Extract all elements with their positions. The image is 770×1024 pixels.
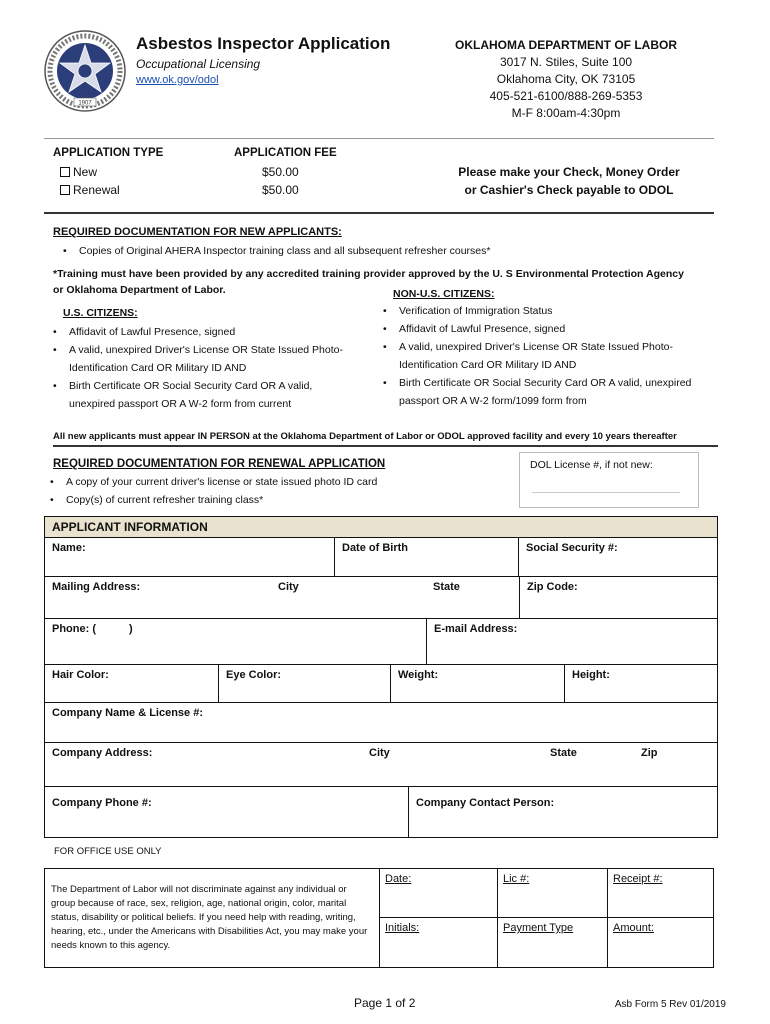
renewal-option[interactable] <box>60 183 120 197</box>
hair-color-field[interactable]: Hair Color: <box>45 665 219 702</box>
list-item: • A valid, unexpired Driver's License OR State Issued Photo-Identification Card OR Military ID AND <box>373 338 693 374</box>
subtitle: Occupational Licensing <box>136 57 261 71</box>
list-item: • Affidavit of Lawful Presence, signed <box>373 320 693 338</box>
page-title: Asbestos Inspector Application <box>136 34 391 53</box>
office-date-field[interactable]: Date: <box>380 869 498 918</box>
email-field[interactable]: E-mail Address: <box>434 623 518 635</box>
table-row <box>45 742 717 786</box>
dol-license-line <box>532 492 680 493</box>
dob-field[interactable]: Date of Birth <box>335 538 519 576</box>
table-row <box>45 664 717 702</box>
renewal-checkbox[interactable] <box>60 185 70 195</box>
list-item: • Birth Certificate OR Social Security Card OR A valid, unexpired passport OR A W-2 form from current <box>43 377 343 413</box>
training-note: *Training must have been provided by any accredited training provider approved by the U. S Environmental Protection Agency or Oklahoma Department of Labor. <box>53 268 684 296</box>
list-item: • A valid, unexpired Driver's License OR State Issued Photo-Identification Card OR Military ID AND <box>43 341 343 377</box>
eye-color-field[interactable]: Eye Color: <box>219 665 391 702</box>
office-use-grid <box>380 869 713 967</box>
city-label: City <box>278 581 299 593</box>
new-option-label: New <box>73 165 98 179</box>
office-initials-field[interactable]: Initials: <box>380 918 498 967</box>
disclaimer-text: The Department of Labor will not discriminate against any individual or group because of race, sex, religion, age, national origin, color, marital status, disability or political beliefs. If you need help with reading, writing, hearing, etc., under the Americans with Disabilities Act, you may make your needs known to this agency. <box>45 869 380 967</box>
table-row <box>45 786 717 837</box>
state-label: State <box>433 581 460 593</box>
list-item: • Birth Certificate OR Social Security Card OR A valid, unexpired passport OR A W-2 form/1099 form from <box>373 374 693 410</box>
seal-year: 1907 <box>78 100 92 107</box>
fee-new: $50.00 <box>262 165 299 179</box>
table-row <box>45 576 717 618</box>
non-us-citizens-heading: NON-U.S. CITIZENS: <box>393 288 495 300</box>
us-citizens-heading: U.S. CITIZENS: <box>63 307 138 319</box>
form-revision: Asb Form 5 Rev 01/2019 <box>614 999 726 1010</box>
page-number: Page 1 of 2 <box>354 996 416 1010</box>
phone-paren-close: ) <box>129 623 133 635</box>
org-name: OKLAHOMA DEPARTMENT OF LABOR <box>455 38 677 52</box>
renewal-option-label: Renewal <box>73 183 120 197</box>
org-hours: M-F 8:00am-4:30pm <box>511 106 621 120</box>
office-amount-field[interactable]: Amount: <box>613 922 654 934</box>
new-checkbox[interactable] <box>60 167 70 177</box>
company-contact-field[interactable]: Company Contact Person: <box>416 797 555 809</box>
new-option[interactable] <box>60 165 97 179</box>
list-item: • Copies of Original AHERA Inspector training class and all subsequent refresher courses* <box>53 242 713 260</box>
renewal-docs-heading: REQUIRED DOCUMENTATION FOR RENEWAL APPLICATION <box>53 458 386 470</box>
company-phone-field[interactable]: Company Phone #: <box>45 787 409 837</box>
list-item: • Affidavit of Lawful Presence, signed <box>43 323 343 341</box>
list-item: • Copy(s) of current refresher training class* <box>40 491 480 509</box>
application-type-section <box>44 138 714 214</box>
odol-website-link[interactable]: www.ok.gov/odol <box>136 74 219 86</box>
office-use-label: FOR OFFICE USE ONLY <box>54 846 162 857</box>
company-address-label: Company Address: <box>52 747 153 759</box>
payable-line2: or Cashier's Check payable to ODOL <box>464 183 674 197</box>
company-name-field[interactable]: Company Name & License #: <box>52 707 203 719</box>
zip-field[interactable]: Zip Code: <box>519 577 717 618</box>
ssn-field[interactable]: Social Security #: <box>526 542 618 554</box>
office-use-box <box>44 868 714 968</box>
name-field[interactable]: Name: <box>45 538 335 576</box>
company-zip-label: Zip <box>641 747 658 759</box>
new-docs-heading: REQUIRED DOCUMENTATION FOR NEW APPLICANTS: <box>53 226 342 238</box>
table-row <box>45 538 717 576</box>
us-citizens-list <box>43 323 343 413</box>
table-row <box>45 618 717 664</box>
fee-renewal: $50.00 <box>262 183 299 197</box>
height-field[interactable]: Height: <box>572 669 610 681</box>
application-type-label: APPLICATION TYPE <box>53 147 164 159</box>
org-address-line2: Oklahoma City, OK 73105 <box>496 72 636 86</box>
phone-label: Phone: ( <box>52 623 96 635</box>
org-address-line1: 3017 N. Stiles, Suite 100 <box>499 55 633 69</box>
payable-line1: Please make your Check, Money Order <box>458 165 680 179</box>
mailing-address-label: Mailing Address: <box>52 581 141 593</box>
list-item: • A copy of your current driver's license or state issued photo ID card <box>40 473 480 491</box>
dol-license-box[interactable] <box>519 452 699 508</box>
state-seal-icon <box>44 30 126 112</box>
org-phone: 405-521-6100/888-269-5353 <box>489 89 643 103</box>
office-receipt-field[interactable]: Receipt #: <box>608 869 713 918</box>
applicant-info-heading: APPLICANT INFORMATION <box>44 516 718 538</box>
applicant-info-grid <box>44 538 718 838</box>
renewal-docs-list <box>40 473 480 509</box>
weight-field[interactable]: Weight: <box>391 665 565 702</box>
company-city-label: City <box>369 747 390 759</box>
company-address-field[interactable] <box>45 743 717 786</box>
new-docs-list <box>53 242 713 260</box>
company-state-label: State <box>550 747 577 759</box>
org-address-block <box>436 37 696 122</box>
in-person-notice: All new applicants must appear IN PERSON at the Oklahoma Department of Labor or ODOL approved facility and every 10 years thereafter <box>53 431 718 447</box>
office-payment-type-field[interactable]: Payment Type <box>498 918 608 967</box>
application-fee-label: APPLICATION FEE <box>234 147 337 159</box>
dol-license-label: DOL License #, if not new: <box>530 459 653 471</box>
mailing-address-field[interactable] <box>45 577 519 618</box>
non-us-citizens-list <box>373 302 693 410</box>
table-row <box>45 702 717 742</box>
phone-field[interactable] <box>45 619 427 664</box>
list-item: • Verification of Immigration Status <box>373 302 693 320</box>
office-lic-field[interactable]: Lic #: <box>498 869 608 918</box>
